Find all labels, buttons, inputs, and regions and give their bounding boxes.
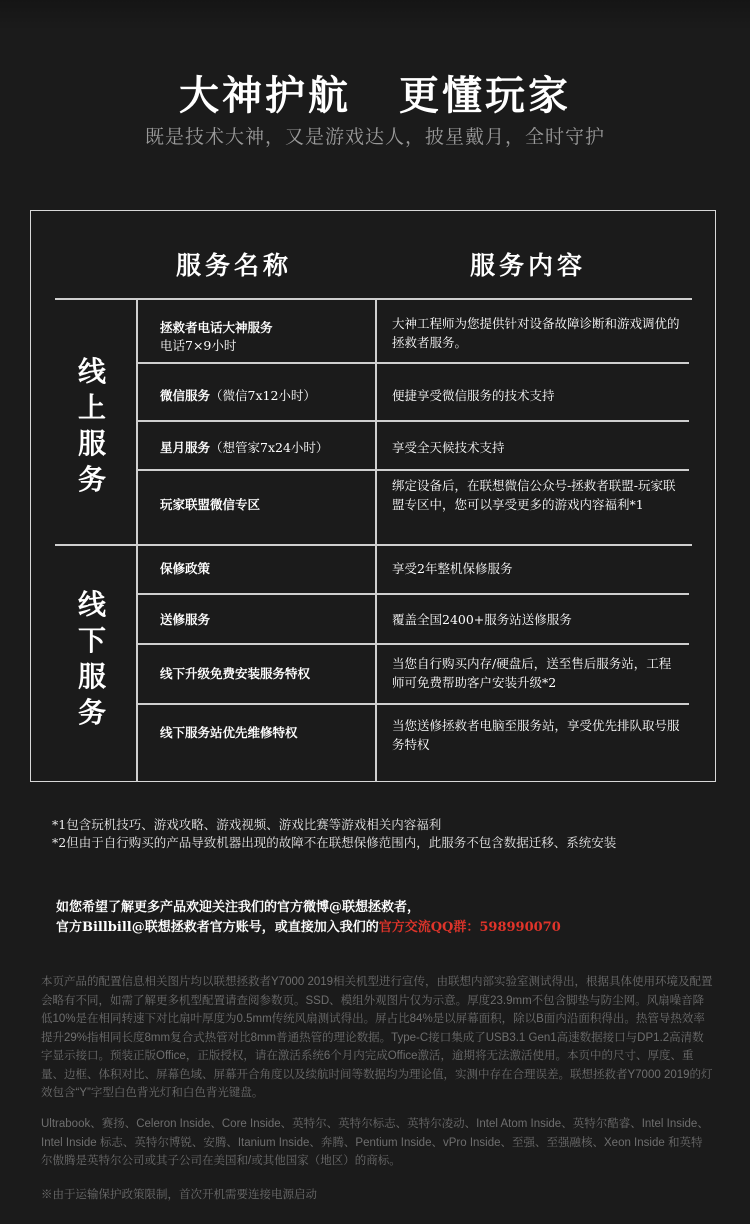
hero-title-right: 更懂玩家 — [399, 73, 571, 119]
row-divider — [136, 703, 689, 705]
service-name-warranty: 保修政策 — [160, 561, 211, 576]
service-content-priority: 当您送修拯救者电脑至服务站，享受优先排队取号服务特权 — [392, 718, 680, 752]
follow-line-2: 官方Billbill@联想拯救者官方账号，或直接加入我们的官方交流QQ群：598990070 — [56, 920, 561, 935]
footnotes — [52, 816, 712, 852]
service-name-phone: 拯救者电话大神服务 电话7×9小时 — [160, 320, 273, 353]
disclaimer-shipping: ※由于运输保护政策限制，首次开机需要连接电源启动 — [41, 1189, 317, 1201]
hero-title-left: 大神护航 — [179, 73, 351, 119]
row-divider — [136, 643, 689, 645]
service-content-starmoon: 享受全天候技术支持 — [392, 440, 505, 455]
row-divider — [136, 469, 689, 471]
service-content-player-league: 绑定设备后，在联想微信公众号-拯救者联盟-玩家联盟专区中，您可以享受更多的游戏内容福利*1 — [392, 478, 676, 512]
service-name-player-league: 玩家联盟微信专区 — [160, 497, 261, 512]
service-content-upgrade: 当您自行购买内存/硬盘后，送至售后服务站，工程师可免费帮助客户安装升级*2 — [392, 656, 672, 690]
disclaimer-trademarks: Ultrabook、赛扬、Celeron Inside、Core Inside、英特尔、英特尔标志、英特尔凌动、Intel Atom Inside、英特尔酷睿、Intel Inside、Intel Inside 标志、英特尔博锐、安腾、Itanium Inside、奔腾、Pentium Inside、vPro Inside、至强、至强融核、Xeon Inside 和英特尔傲腾是英特尔公司或其子公司在美国和/或其他国家（地区）的商标。 — [41, 1118, 709, 1167]
footnote-2: *2但由于自行购买的产品导致机器出现的故障不在联想保修范围内，此服务不包含数据迁移、系统安装 — [52, 835, 617, 850]
service-content-repair: 覆盖全国2400+服务站送修服务 — [392, 612, 572, 627]
row-divider — [136, 362, 689, 364]
follow-line-1: 如您希望了解更多产品欢迎关注我们的官方微博@联想拯救者， — [56, 900, 421, 915]
service-name-starmoon: 星月服务（想管家7x24小时） — [160, 440, 329, 455]
hero-subtitle: 既是技术大神，又是游戏达人，披星戴月，全时守护 — [144, 126, 605, 148]
label-column-divider — [136, 298, 138, 782]
section-divider — [55, 544, 692, 546]
qq-group-label: 官方交流QQ群：598990070 — [378, 920, 561, 935]
service-content-warranty: 享受2年整机保修服务 — [392, 561, 513, 576]
row-divider — [136, 593, 689, 595]
service-name-wechat: 微信服务（微信7x12小时） — [160, 388, 316, 403]
header-divider — [55, 298, 692, 300]
header-service-name: 服务名称 — [176, 251, 293, 280]
online-service-label: 线 上 服 务 — [77, 355, 106, 496]
row-divider — [136, 420, 689, 422]
disclaimer-config: 本页产品的配置信息相关图片均以联想拯救者Y7000 2019相关机型进行宣传，由联想内部实验室测试得出，根据具体使用环境及配置会略有不同，如需了解更多机型配置请查阅参数页。SSD、模组外观图片仅为示意。厚度23.9mm不包含脚垫与防尘网。风扇噪音降低10%是在相同转速下对比扇叶厚度为0.5mm传统风扇测试得出。屏占比84%是以屏幕面积，除以B面内沿面积得出。热管导热效率提升29%指相同长度8mm复合式热管对比8mm普通热管的理论数据。Type-C接口集成了USB3.1 Gen1高速数据接口与DP1.2高清数字显示接口。预装正版Office，正版授权，请在激活系统6个月内完成Office激活，逾期将无法激活使用。本页中的尺寸、厚度、重量、边框、体积对比、屏幕色域、屏幕开合角度以及续航时间等数据均为理论值，实测中存在合理误差。联想拯救者Y7000 2019的灯效包含“Y”字型白色背光灯和白色背光键盘。 — [41, 976, 713, 1099]
hero-title — [0, 64, 750, 121]
service-content-phone: 大神工程师为您提供针对设备故障诊断和游戏调优的拯救者服务。 — [392, 316, 680, 350]
service-name-priority: 线下服务站优先维修特权 — [160, 725, 298, 740]
offline-content-divider — [375, 544, 377, 782]
follow-info — [56, 898, 716, 938]
service-name-upgrade: 线下升级免费安装服务特权 — [160, 666, 311, 681]
header-service-content: 服务内容 — [470, 251, 587, 280]
top-fade — [0, 0, 750, 30]
service-name-repair: 送修服务 — [160, 612, 211, 627]
footnote-1: *1包含玩机技巧、游戏攻略、游戏视频、游戏比赛等游戏相关内容福利 — [52, 817, 442, 832]
service-content-wechat: 便捷享受微信服务的技术支持 — [392, 388, 555, 403]
offline-service-label: 线 下 服 务 — [77, 588, 106, 729]
